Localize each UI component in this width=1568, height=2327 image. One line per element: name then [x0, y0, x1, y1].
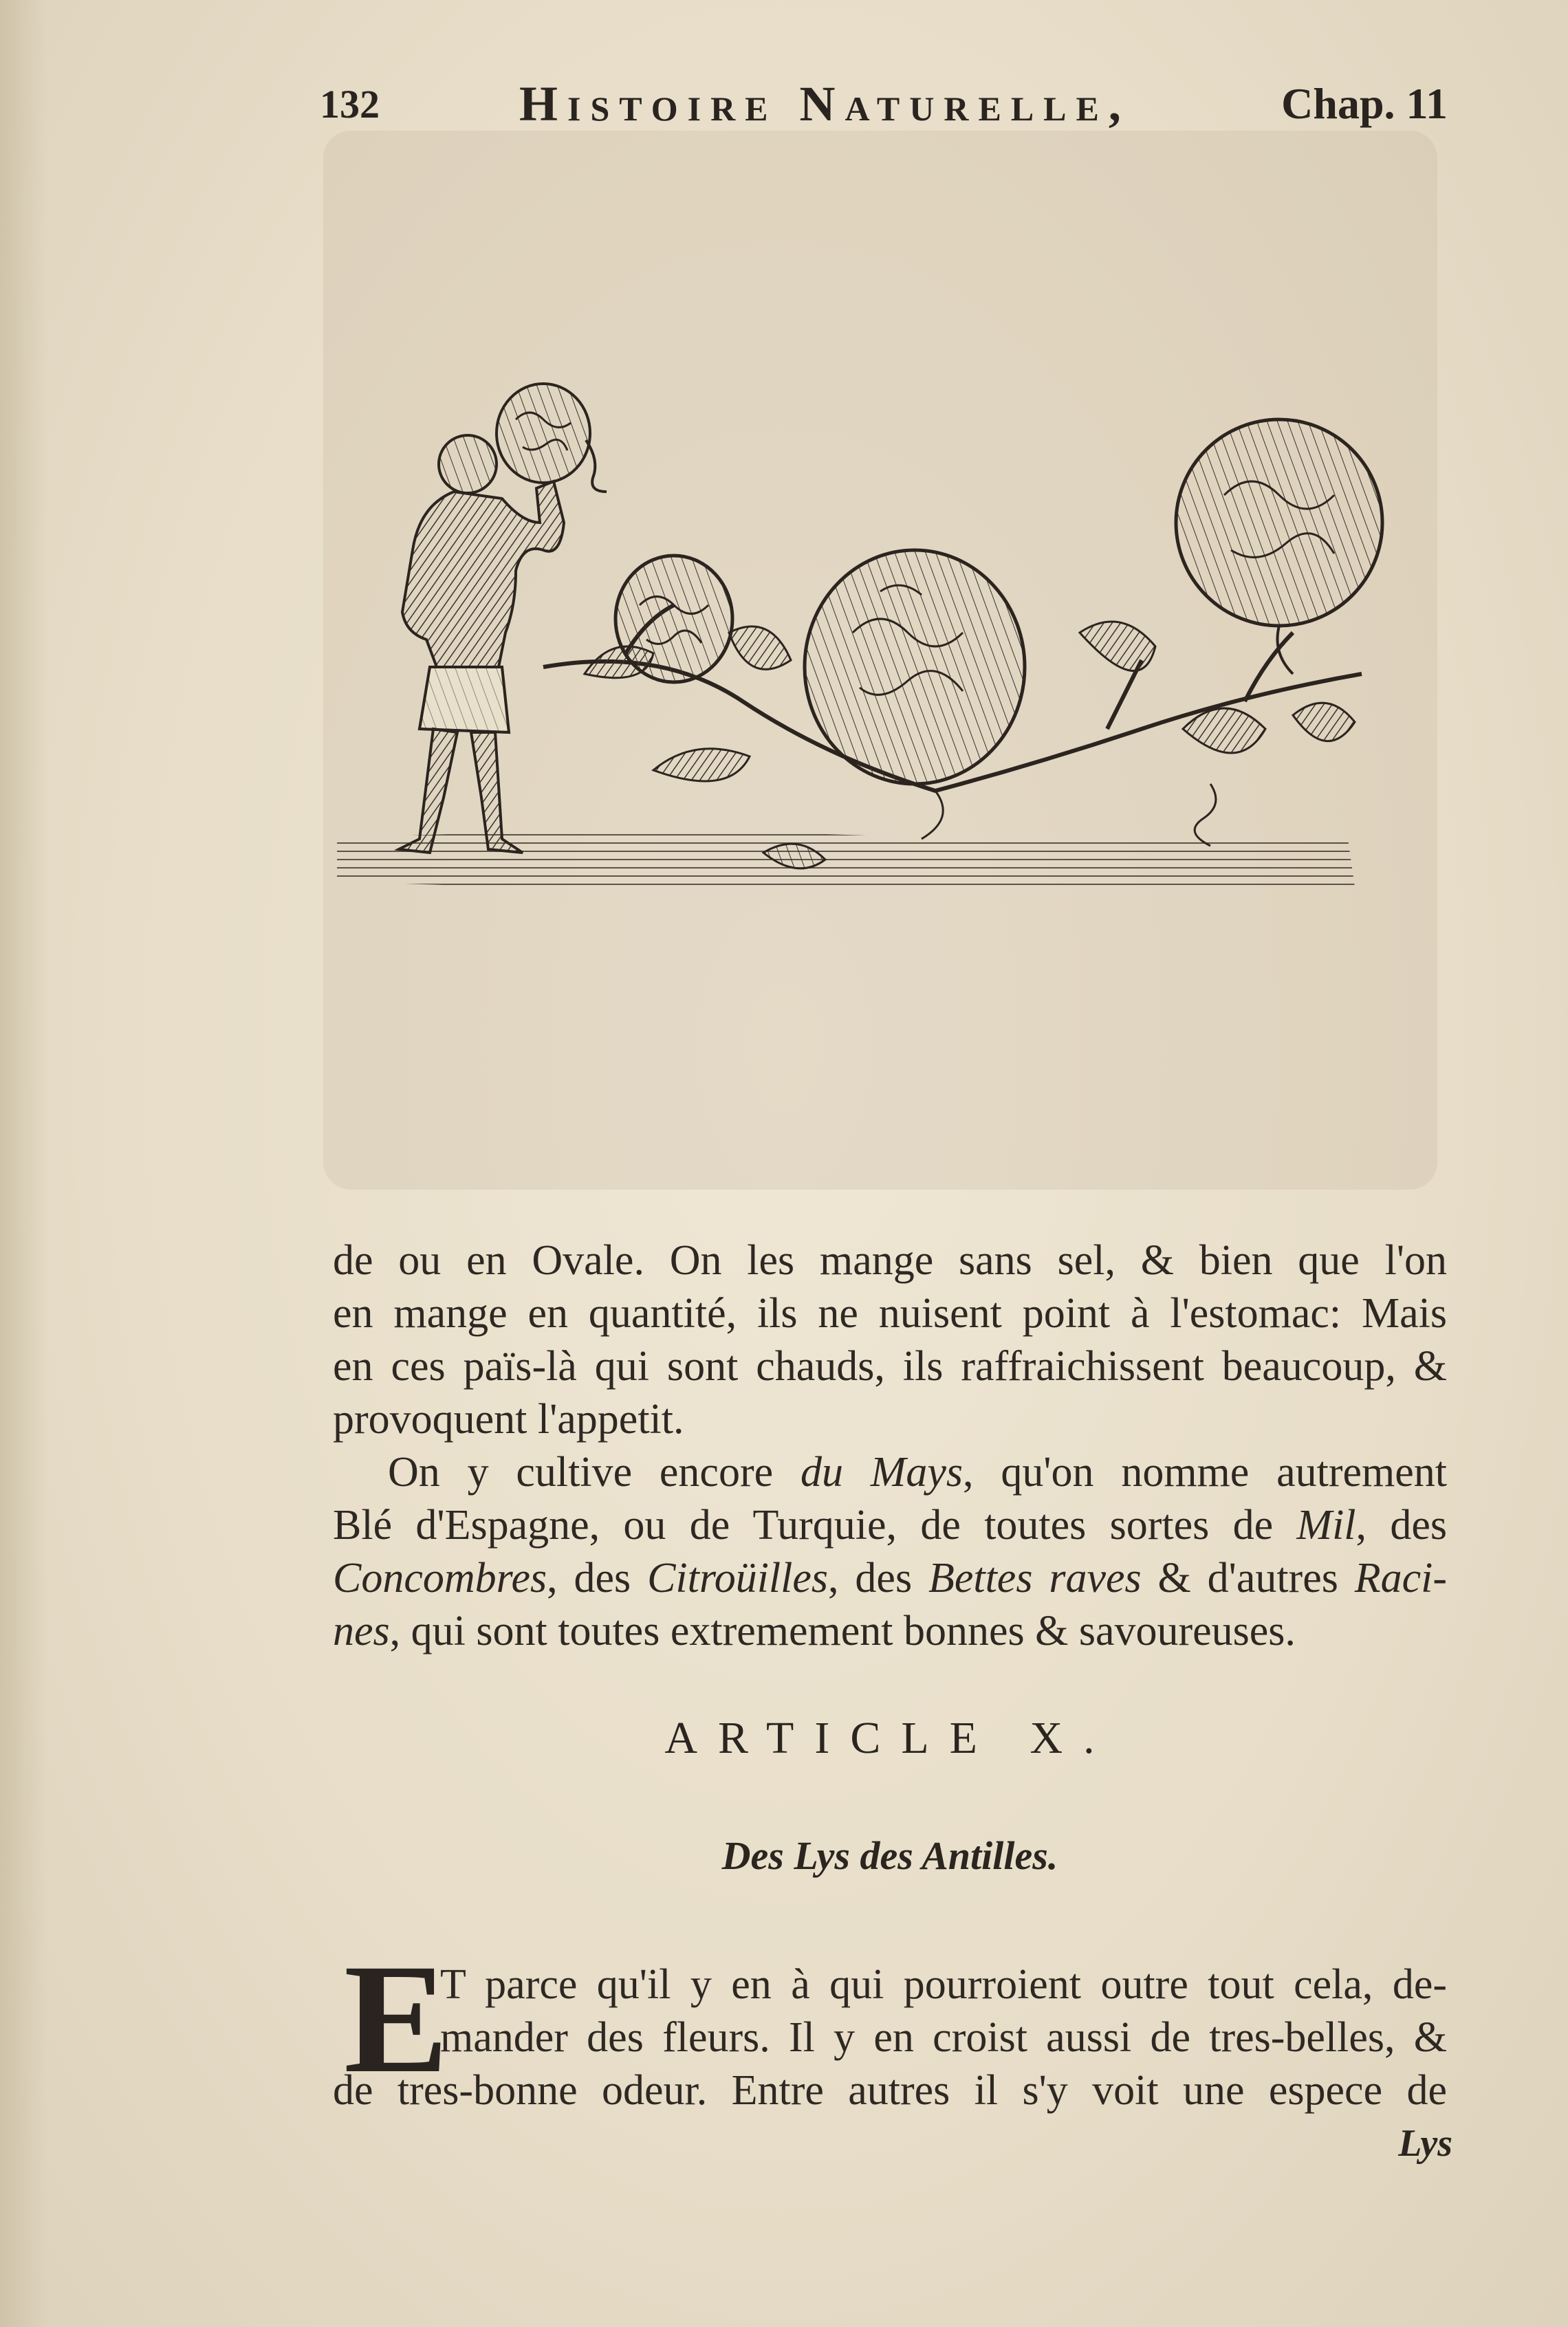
text-line: en ces païs-là qui sont chauds, ils raffraichissent beaucoup, & — [333, 1343, 1447, 1390]
held-melon — [497, 384, 607, 492]
text-line: Concombres, des Citroüilles, des Bettes raves & d'autres Raci- — [333, 1555, 1448, 1602]
term-concombres: Concombres — [333, 1555, 547, 1602]
term-mays: du Mays — [800, 1449, 963, 1496]
running-title: Histoire Naturelle, — [519, 76, 1131, 131]
small-melon — [616, 556, 732, 682]
text-line: en mange en quantité, ils ne nuisent point à l'estomac: Mais — [333, 1290, 1447, 1337]
paragraph-1 — [333, 1234, 1447, 1446]
term-racines: Raci- — [1354, 1555, 1448, 1602]
text-line: de tres-bonne odeur. Entre autres il s'y voit une espece de — [333, 2067, 1447, 2114]
drop-cap: E — [344, 1932, 449, 2106]
text-line: mander des fleurs. Il y en croist aussi de tres-belles, & — [440, 2014, 1447, 2061]
article-subtitle: Des Lys des Antilles. — [721, 1833, 1058, 1878]
upper-right-melon — [1176, 419, 1382, 674]
text-line: de ou en Ovale. On les mange sans sel, & bien que l'on — [333, 1237, 1447, 1284]
paragraph-2 — [333, 1446, 1447, 1658]
article-heading: ARTICLE X. — [664, 1713, 1115, 1763]
text-line: provoquent l'appetit. — [333, 1396, 684, 1443]
page-gutter-shadow — [0, 0, 48, 2327]
text-line: On y cultive encore du Mays, qu'on nomme autrement — [388, 1449, 1447, 1496]
melon-engraving — [316, 344, 1444, 990]
catchword: Lys — [1398, 2122, 1452, 2165]
term-citrouilles: Citroüilles — [647, 1555, 829, 1602]
chapter-label: Chap. 11 — [1281, 79, 1448, 128]
paragraph-3-bottom — [333, 2064, 1447, 2117]
term-bettes-raves: Bettes raves — [928, 1555, 1142, 1602]
term-mil: Mil — [1296, 1502, 1356, 1549]
text-line: nes, qui sont toutes extremement bonnes & savoureuses. — [333, 1608, 1296, 1654]
text-line: Blé d'Espagne, ou de Turquie, de toutes sortes de Mil, des — [333, 1502, 1447, 1549]
man-figure — [399, 435, 564, 853]
large-melon — [805, 550, 1025, 784]
paragraph-3-top — [440, 1958, 1447, 2064]
text-line: T parce qu'il y en à qui pourroient outre tout cela, de- — [440, 1961, 1447, 2008]
running-header — [320, 76, 1448, 138]
page-number: 132 — [320, 82, 380, 127]
